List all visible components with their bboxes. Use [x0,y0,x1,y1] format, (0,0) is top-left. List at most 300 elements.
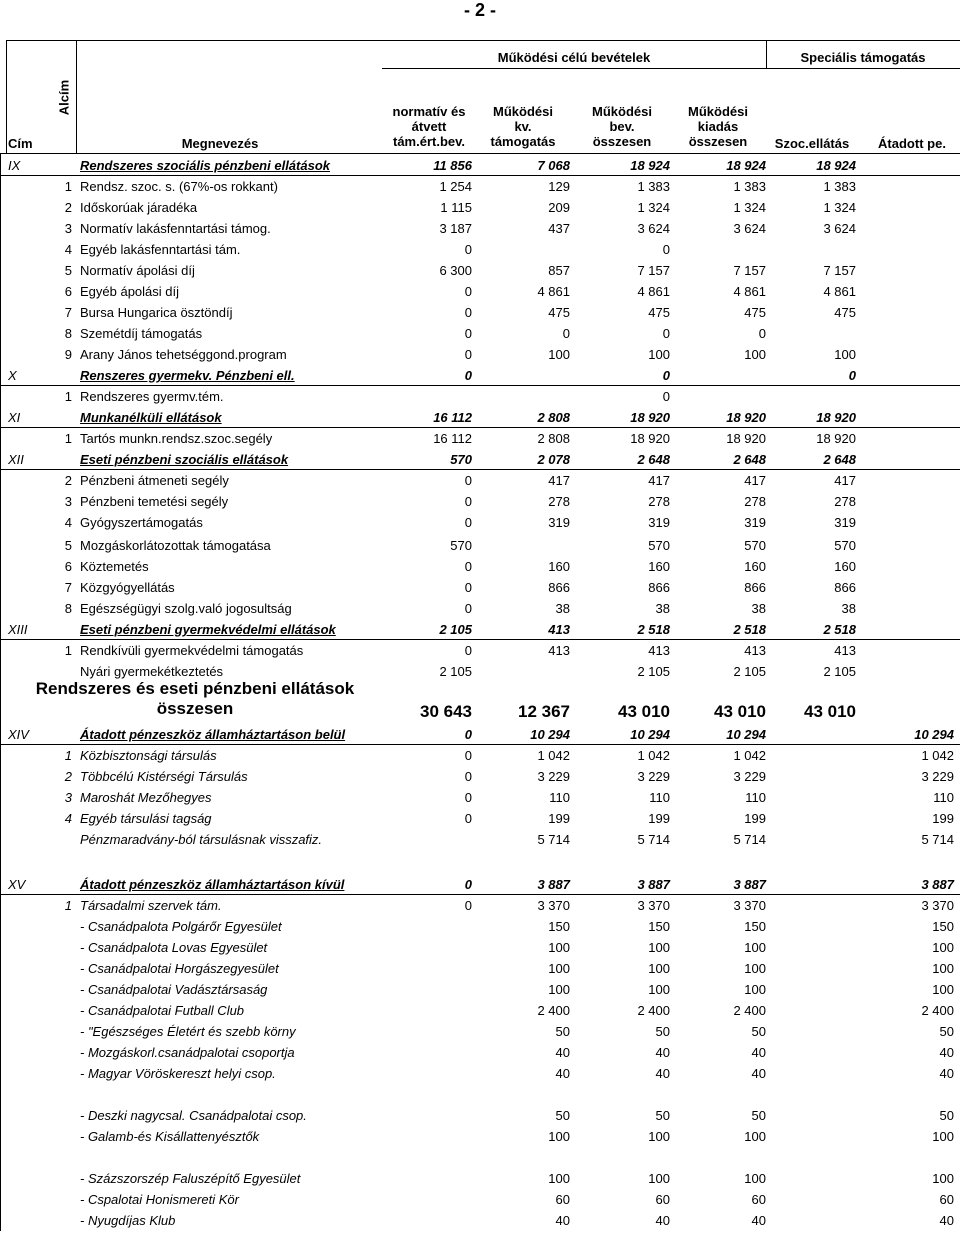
header-megnevezes: Megnevezés [181,136,259,151]
value-cell-c3: 199 [648,811,670,826]
row-left-border [0,470,1,491]
value-cell-c6: 50 [939,1108,954,1123]
name-cell: Átadott pénzeszköz államháztartáson belül [80,727,346,742]
total-row [0,679,960,722]
value-cell-c2: 100 [548,1129,570,1144]
num-cell: 2 [64,200,72,215]
value-cell-c5: 4 861 [823,284,856,299]
value-cell-c4: 1 383 [733,179,766,194]
table-row [0,218,960,239]
header-col5: Szoc.ellátás [774,136,850,151]
row-left-border [0,916,1,937]
value-cell-c3: 570 [648,538,670,553]
value-cell-c2: 437 [548,221,570,236]
table-row [0,787,960,808]
value-cell-c3: 866 [648,580,670,595]
value-cell-c3: 0 [662,326,670,341]
name-cell: - Csanádpalotai Vadásztársaság [80,982,268,997]
num-cell: 8 [64,326,72,341]
value-cell-c1: 0 [464,494,472,509]
row-left-border [0,745,1,766]
value-cell-c4: 199 [744,811,766,826]
num-cell: 1 [64,389,72,404]
value-cell-c1: 0 [464,559,472,574]
value-cell-c6: 3 229 [921,769,954,784]
name-cell: Normatív ápolási díj [80,263,195,278]
name-cell: Rendkívüli gyermekvédelmi támogatás [80,643,304,658]
value-cell-c2: 4 861 [537,284,570,299]
value-cell-c3: 50 [655,1108,670,1123]
table-row [0,808,960,829]
row-left-border [0,766,1,787]
value-cell-c3: 3 624 [637,221,670,236]
name-cell: - Mozgáskorl.csanádpalotai csoportja [80,1045,295,1060]
value-cell-c3: 417 [648,473,670,488]
name-cell: Rendsz. szoc. s. (67%-os rokkant) [80,179,278,194]
name-cell: Rendszeres és eseti pénzbeni ellátások összesen [35,679,355,718]
table-row [0,239,960,260]
name-cell: - Csanádpalota Polgárőr Egyesület [80,919,282,934]
value-cell-c4: 18 920 [726,410,766,425]
section-row [0,407,960,428]
value-cell-c3: 150 [648,919,670,934]
name-cell: - Csanádpalotai Futball Club [80,1003,245,1018]
value-cell-c6: 40 [939,1045,954,1060]
value-cell-c2: 0 [562,326,570,341]
header-col4: Működési kiadás összesen [688,104,748,149]
cim-cell: X [8,368,17,383]
row-left-border [0,661,1,682]
value-cell-c5: 3 624 [823,221,856,236]
value-cell-c4: 100 [744,347,766,362]
value-cell-c6: 3 370 [921,898,954,913]
table-row [0,766,960,787]
value-cell-c4: 570 [744,538,766,553]
table-row [0,1189,960,1210]
num-cell: 4 [64,811,72,826]
value-cell-c4: 2 648 [733,452,766,467]
value-cell-c6: 150 [932,919,954,934]
value-cell-c4: 866 [744,580,766,595]
value-cell-c2: 209 [548,200,570,215]
value-cell-c2: 3 370 [537,898,570,913]
value-cell-c5: 278 [834,494,856,509]
name-cell: Normatív lakásfenntartási támog. [80,221,271,236]
value-cell-c2: 3 887 [537,877,570,892]
value-cell-c4: 413 [744,643,766,658]
value-cell-c3: 18 920 [630,410,670,425]
value-cell-c5: 319 [834,515,856,530]
table-row [0,281,960,302]
value-cell-c3: 0 [662,242,670,257]
value-cell-c2: 199 [548,811,570,826]
name-cell: Köztemetés [80,559,149,574]
row-left-border [0,239,1,260]
num-cell: 2 [64,769,72,784]
table-row [0,1000,960,1021]
value-cell-c3: 5 714 [637,832,670,847]
name-cell: - "Egészséges Életért és szebb körny [80,1024,296,1039]
table-row [0,428,960,449]
row-left-border [0,619,1,640]
value-cell-c2: 866 [548,580,570,595]
name-cell: Munkanélküli ellátások [80,410,222,425]
value-cell-c4: 4 861 [733,284,766,299]
value-cell-c3: 50 [655,1024,670,1039]
value-cell-c2: 100 [548,940,570,955]
value-cell-c5: 43 010 [804,702,856,721]
name-cell: Rendszeres gyermv.tém. [80,389,224,404]
value-cell-c3: 2 400 [637,1003,670,1018]
table-row [0,556,960,577]
value-cell-c2: 38 [555,601,570,616]
row-left-border [0,449,1,470]
value-cell-c1: 6 300 [439,263,472,278]
value-cell-c1: 0 [464,347,472,362]
value-cell-c3: 18 920 [630,431,670,446]
name-cell: Időskorúak járadéka [80,200,198,215]
value-cell-c6: 50 [939,1024,954,1039]
value-cell-c3: 7 157 [637,263,670,278]
name-cell: - Cspalotai Honismereti Kör [80,1192,239,1207]
name-cell: - Csanádpalotai Horgászegyesület [80,961,279,976]
row-left-border [0,577,1,598]
value-cell-c2: 2 808 [537,431,570,446]
value-cell-c1: 0 [464,898,472,913]
value-cell-c3: 10 294 [630,727,670,742]
table-row [0,1126,960,1147]
num-cell: 7 [64,305,72,320]
value-cell-c5: 570 [834,538,856,553]
value-cell-c2: 10 294 [530,727,570,742]
value-cell-c6: 5 714 [921,832,954,847]
name-cell: Pénzmaradvány-ból társulásnak visszafiz. [80,832,323,847]
value-cell-c4: 1 324 [733,200,766,215]
table-row [0,197,960,218]
header-group-border [382,68,960,69]
row-left-border [0,1189,1,1210]
row-left-border [0,197,1,218]
name-cell: Pénzbeni átmeneti segély [80,473,229,488]
value-cell-c1: 16 112 [433,431,472,446]
header-col1: normatív és átvett tám.ért.bev. [392,104,466,149]
value-cell-c3: 60 [655,1192,670,1207]
num-cell: 5 [64,538,72,553]
value-cell-c6: 1 042 [921,748,954,763]
value-cell-c3: 0 [662,389,670,404]
header-col6: Átadott pe. [878,136,946,151]
table-row [0,1084,960,1105]
cim-cell: IX [8,158,21,173]
value-cell-c3: 1 324 [637,200,670,215]
value-cell-c4: 40 [751,1066,766,1081]
value-cell-c2: 100 [548,982,570,997]
value-cell-c5: 2 105 [823,664,856,679]
header-group-right: Speciális támogatás [800,50,926,65]
value-cell-c4: 160 [744,559,766,574]
header-col2: Működési kv. támogatás [490,104,556,149]
header-alcim: Alcím [56,79,72,116]
value-cell-c1: 0 [464,727,472,742]
row-left-border [0,1105,1,1126]
table-row [0,344,960,365]
table-row [0,1021,960,1042]
name-cell: - Galamb-és Kisállattenyésztők [80,1129,260,1144]
value-cell-c1: 0 [464,515,472,530]
value-cell-c1: 2 105 [439,622,472,637]
num-cell: 5 [64,263,72,278]
name-cell: Közgyógyellátás [80,580,175,595]
name-cell: Eseti pénzbeni gyermekvédelmi ellátások [80,622,336,637]
value-cell-c5: 2 648 [823,452,856,467]
num-cell: 1 [64,898,72,913]
table-row [0,323,960,344]
table-row [0,533,960,556]
table-row [0,577,960,598]
value-cell-c3: 3 229 [637,769,670,784]
table-row [0,1063,960,1084]
name-cell: - Csanádpalota Lovas Egyesület [80,940,268,955]
row-left-border [0,176,1,197]
name-cell: Többcélú Kistérségi Társulás [80,769,248,784]
table-row [0,1105,960,1126]
row-left-border [0,1168,1,1189]
value-cell-c4: 2 400 [733,1003,766,1018]
value-cell-c4: 150 [744,919,766,934]
header-alcim-border [76,40,77,154]
table-row [0,470,960,491]
row-left-border [0,386,1,407]
name-cell: Renszeres gyermekv. Pénzbeni ell. [80,368,295,383]
value-cell-c6: 100 [932,982,954,997]
value-cell-c3: 100 [648,1129,670,1144]
row-left-border [0,850,1,871]
section-row [0,722,960,745]
value-cell-c1: 1 254 [439,179,472,194]
name-cell: Eseti pénzbeni szociális ellátások [80,452,289,467]
value-cell-c3: 43 010 [618,702,670,721]
value-cell-c5: 417 [834,473,856,488]
name-cell: Tartós munkn.rendsz.szoc.segély [80,431,273,446]
row-left-border [0,682,1,722]
row-left-border [0,491,1,512]
table-row [0,895,960,916]
row-left-border [0,1147,1,1168]
row-left-border [0,260,1,281]
value-cell-c3: 2 105 [637,664,670,679]
cim-cell: XIII [8,622,28,637]
num-cell: 3 [64,494,72,509]
row-left-border [0,1210,1,1231]
table-header [0,40,960,154]
row-left-border [0,722,1,745]
value-cell-c2: 129 [548,179,570,194]
table-row [0,386,960,407]
value-cell-c2: 40 [555,1213,570,1228]
value-cell-c2: 7 068 [537,158,570,173]
value-cell-c3: 100 [648,982,670,997]
value-cell-c2: 100 [548,347,570,362]
value-cell-c3: 319 [648,515,670,530]
value-cell-c4: 0 [758,326,766,341]
table-row [0,512,960,533]
value-cell-c4: 1 042 [733,748,766,763]
header-left-border [6,40,7,154]
section-row [0,449,960,470]
value-cell-c2: 413 [548,622,570,637]
value-cell-c3: 2 518 [637,622,670,637]
value-cell-c1: 1 115 [440,200,472,215]
value-cell-c3: 100 [648,1171,670,1186]
value-cell-c4: 38 [751,601,766,616]
section-row [0,871,960,895]
value-cell-c6: 10 294 [914,727,954,742]
value-cell-c4: 40 [751,1045,766,1060]
value-cell-c3: 100 [648,347,670,362]
value-cell-c6: 2 400 [921,1003,954,1018]
value-cell-c1: 16 112 [433,410,472,425]
value-cell-c5: 413 [834,643,856,658]
value-cell-c5: 18 924 [816,158,856,173]
value-cell-c3: 100 [648,940,670,955]
section-row [0,365,960,386]
value-cell-c2: 160 [548,559,570,574]
value-cell-c3: 100 [648,961,670,976]
section-row [0,154,960,176]
value-cell-c5: 0 [848,368,856,383]
value-cell-c2: 1 042 [537,748,570,763]
name-cell: Nyári gyermekétkeztetés [80,664,224,679]
value-cell-c4: 60 [751,1192,766,1207]
value-cell-c4: 100 [744,940,766,955]
value-cell-c2: 50 [555,1108,570,1123]
value-cell-c1: 0 [464,580,472,595]
row-left-border [0,407,1,428]
name-cell: Pénzbeni temetési segély [80,494,229,509]
table-row [0,745,960,766]
row-left-border [0,958,1,979]
table-row [0,829,960,850]
name-cell: - Deszki nagycsal. Csanádpalotai csop. [80,1108,307,1123]
row-left-border [0,598,1,619]
row-left-border [0,428,1,449]
value-cell-c4: 40 [751,1213,766,1228]
value-cell-c4: 2 105 [733,664,766,679]
name-cell: Mozgáskorlátozottak támogatása [80,538,271,553]
value-cell-c3: 1 042 [637,748,670,763]
table-row [0,1168,960,1189]
value-cell-c3: 18 924 [630,158,670,173]
value-cell-c1: 0 [464,601,472,616]
table-row [0,850,960,871]
value-cell-c4: 417 [744,473,766,488]
table-row [0,1210,960,1231]
value-cell-c6: 100 [932,1129,954,1144]
value-cell-c4: 50 [751,1108,766,1123]
value-cell-c2: 857 [548,263,570,278]
value-cell-c1: 0 [464,811,472,826]
num-cell: 1 [64,179,72,194]
value-cell-c6: 100 [932,961,954,976]
value-cell-c1: 0 [464,769,472,784]
row-left-border [0,1042,1,1063]
value-cell-c4: 43 010 [714,702,766,721]
value-cell-c6: 40 [939,1213,954,1228]
value-cell-c4: 7 157 [733,263,766,278]
value-cell-c5: 38 [841,601,856,616]
row-left-border [0,323,1,344]
value-cell-c2: 417 [548,473,570,488]
value-cell-c2: 278 [548,494,570,509]
page-number: - 2 - [463,0,496,20]
value-cell-c4: 2 518 [733,622,766,637]
row-left-border [0,365,1,386]
row-left-border [0,302,1,323]
value-cell-c1: 3 187 [439,221,472,236]
row-left-border [0,218,1,239]
value-cell-c1: 0 [464,305,472,320]
value-cell-c5: 2 518 [823,622,856,637]
value-cell-c6: 110 [933,790,954,805]
row-left-border [0,937,1,958]
value-cell-c2: 5 714 [537,832,570,847]
value-cell-c4: 319 [744,515,766,530]
section-row [0,619,960,640]
value-cell-c2: 50 [555,1024,570,1039]
row-left-border [0,154,1,176]
value-cell-c1: 570 [450,538,472,553]
row-left-border [0,1126,1,1147]
header-cim: Cím [8,136,33,151]
num-cell: 7 [64,580,72,595]
value-cell-c1: 570 [450,452,472,467]
value-cell-c1: 0 [464,284,472,299]
header-col3: Működési bev. összesen [592,104,652,149]
value-cell-c4: 18 924 [726,158,766,173]
name-cell: Társadalmi szervek tám. [80,898,222,913]
value-cell-c3: 475 [648,305,670,320]
name-cell: Rendszeres szociális pénzbeni ellátások [80,158,330,173]
row-left-border [0,344,1,365]
row-left-border [0,829,1,850]
row-left-border [0,640,1,661]
name-cell: Egészségügyi szolg.való jogosultság [80,601,292,616]
name-cell: Egyéb ápolási díj [80,284,180,299]
value-cell-c4: 5 714 [733,832,766,847]
table-row [0,937,960,958]
value-cell-c1: 0 [464,877,472,892]
value-cell-c2: 2 400 [537,1003,570,1018]
value-cell-c5: 7 157 [823,263,856,278]
num-cell: 3 [64,221,72,236]
row-left-border [0,281,1,302]
value-cell-c4: 18 920 [726,431,766,446]
cim-cell: XIV [8,727,29,742]
value-cell-c3: 40 [655,1045,670,1060]
value-cell-c4: 100 [744,982,766,997]
name-cell: - Magyar Vöröskereszt helyi csop. [80,1066,276,1081]
name-cell: Szemétdíj támogatás [80,326,203,341]
value-cell-c6: 199 [932,811,954,826]
cim-cell: XV [8,877,26,892]
table-row [0,176,960,197]
num-cell: 2 [64,473,72,488]
name-cell: Közbisztonsági társulás [80,748,217,763]
name-cell: Arany János tehetséggond.program [80,347,287,362]
value-cell-c4: 475 [744,305,766,320]
value-cell-c5: 160 [834,559,856,574]
value-cell-c2: 12 367 [518,702,570,721]
